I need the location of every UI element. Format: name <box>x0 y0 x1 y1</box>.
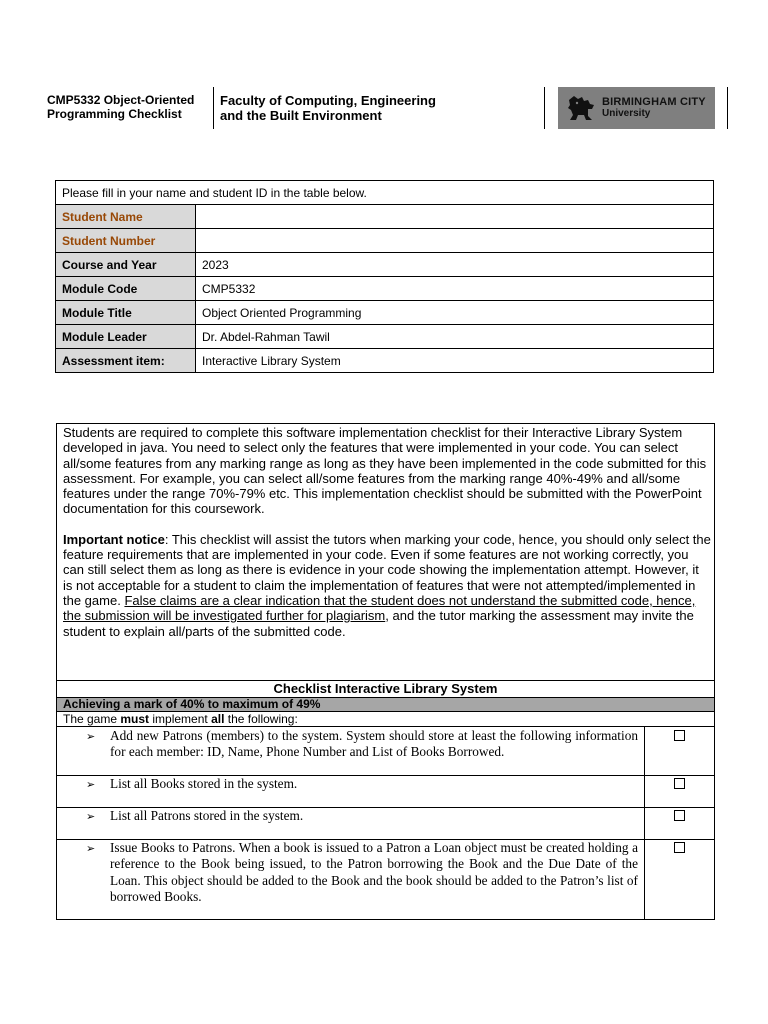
course-year-label: Course and Year <box>56 253 196 277</box>
table-row <box>56 325 714 349</box>
table-row <box>56 253 714 277</box>
module-leader-value: Dr. Abdel-Rahman Tawil <box>196 325 714 349</box>
course-title-line1: CMP5332 Object-Oriented <box>47 93 195 107</box>
logo-name: BIRMINGHAM CITY <box>602 96 706 108</box>
checklist-item <box>86 840 638 906</box>
bullet-arrow-icon: ➢ <box>86 731 96 743</box>
requirement-intro-text: the following: <box>224 712 298 726</box>
logo-subname: University <box>602 108 651 119</box>
checklist-item <box>86 728 638 761</box>
document-header <box>0 86 768 130</box>
instructions-paragraph: Students are required to complete this software implementation checklist for their Interactive Library System developed in java. You need to select only the features that were implemented in your code. You can select all/some features from any marking range as long as they have been implemented in the code submitted for this assessment. For example, you can select all/some features from the marking range 40%-49% and all/some features under the range 70%-79% etc. This implementation checklist should be submitted with the PowerPoint documentation for this coursework. <box>63 425 707 517</box>
course-title-line2: Programming Checklist <box>47 107 182 121</box>
notice-end: , and the tutor marking the assessment may invite the student to explain all/parts of the submitted code. <box>63 608 694 639</box>
lion-crest-icon <box>566 94 596 122</box>
assessment-item-value: Interactive Library System <box>196 349 714 373</box>
course-title <box>47 93 213 121</box>
checkbox-column-divider <box>644 726 645 920</box>
faculty-title-line2: and the Built Environment <box>220 108 382 123</box>
important-notice <box>63 532 711 639</box>
checklist-item-text: List all Books stored in the system. <box>110 776 298 791</box>
assessment-item-label: Assessment item: <box>56 349 196 373</box>
table-row <box>56 181 714 205</box>
important-notice-label: Important notice <box>63 531 165 547</box>
student-name-field[interactable] <box>196 205 714 229</box>
bullet-arrow-icon: ➢ <box>86 843 96 855</box>
checklist-item-text: Issue Books to Patrons. When a book is issued to a Patron a Loan object must be created holding a reference to the Book being issued, to the Patron borrowing the Book and the Due Date of the Loan. This object should be added to the Book and the book should be added to the Patron’s list of borrowed Books. <box>110 840 638 905</box>
requirement-intro-emphasis: must <box>120 712 150 726</box>
checklist-item <box>86 808 638 824</box>
module-title-value: Object Oriented Programming <box>196 301 714 325</box>
mark-band-label: Achieving a mark of 40% to maximum of 49% <box>63 697 321 711</box>
table-row <box>56 229 714 253</box>
notice-text: : This checklist will assist the tutors when marking your code, hence, you should only select the feature requirements that are implemented in your code. Even if some features are not working correctly, you can still select them as long as there is evidence in your code showing the implementation attempt. However, it is not acceptable for a student to claim the implementation of features that were not attempted/implemented in the game. <box>63 531 711 608</box>
module-title-label: Module Title <box>56 301 196 325</box>
checkbox[interactable] <box>674 730 685 741</box>
faculty-title <box>220 93 520 123</box>
checkbox[interactable] <box>674 842 685 853</box>
checklist-item-text: Add new Patrons (members) to the system. System should store at least the following information for each member: ID, Name, Phone Number and List of Books Borrowed. <box>110 728 638 760</box>
module-code-value: CMP5332 <box>196 277 714 301</box>
bullet-arrow-icon: ➢ <box>86 811 96 823</box>
requirement-intro-text: The game <box>63 712 121 726</box>
table-row <box>56 349 714 373</box>
table-row <box>56 277 714 301</box>
instructions-text <box>63 425 711 639</box>
plagiarism-warning: False claims are a clear indication that the student does not understand the submitted code, hence, the submission will be investigated further for plagiarism <box>63 592 696 624</box>
checklist-item <box>86 776 638 792</box>
student-info-table <box>55 180 714 373</box>
module-leader-label: Module Leader <box>56 325 196 349</box>
requirement-intro-text: implement <box>149 712 212 726</box>
divider <box>56 726 715 727</box>
table-row <box>56 205 714 229</box>
student-number-label: Student Number <box>56 229 196 253</box>
student-number-field[interactable] <box>196 229 714 253</box>
mark-band-header <box>57 698 714 711</box>
header-divider <box>544 87 545 129</box>
header-divider <box>213 87 214 129</box>
bullet-arrow-icon: ➢ <box>86 779 96 791</box>
checklist-item-text: List all Patrons stored in the system. <box>110 808 304 823</box>
faculty-title-line1: Faculty of Computing, Engineering <box>220 93 436 108</box>
university-logo <box>558 87 715 129</box>
fill-in-instruction: Please fill in your name and student ID in the table below. <box>56 181 714 205</box>
checkbox[interactable] <box>674 778 685 789</box>
requirement-intro <box>63 712 298 726</box>
checkbox[interactable] <box>674 810 685 821</box>
module-code-label: Module Code <box>56 277 196 301</box>
course-year-value: 2023 <box>196 253 714 277</box>
requirement-intro-emphasis: all <box>211 712 225 726</box>
student-name-label: Student Name <box>56 205 196 229</box>
checklist-title: Checklist Interactive Library System <box>273 681 498 696</box>
table-row <box>56 301 714 325</box>
header-divider <box>727 87 728 129</box>
